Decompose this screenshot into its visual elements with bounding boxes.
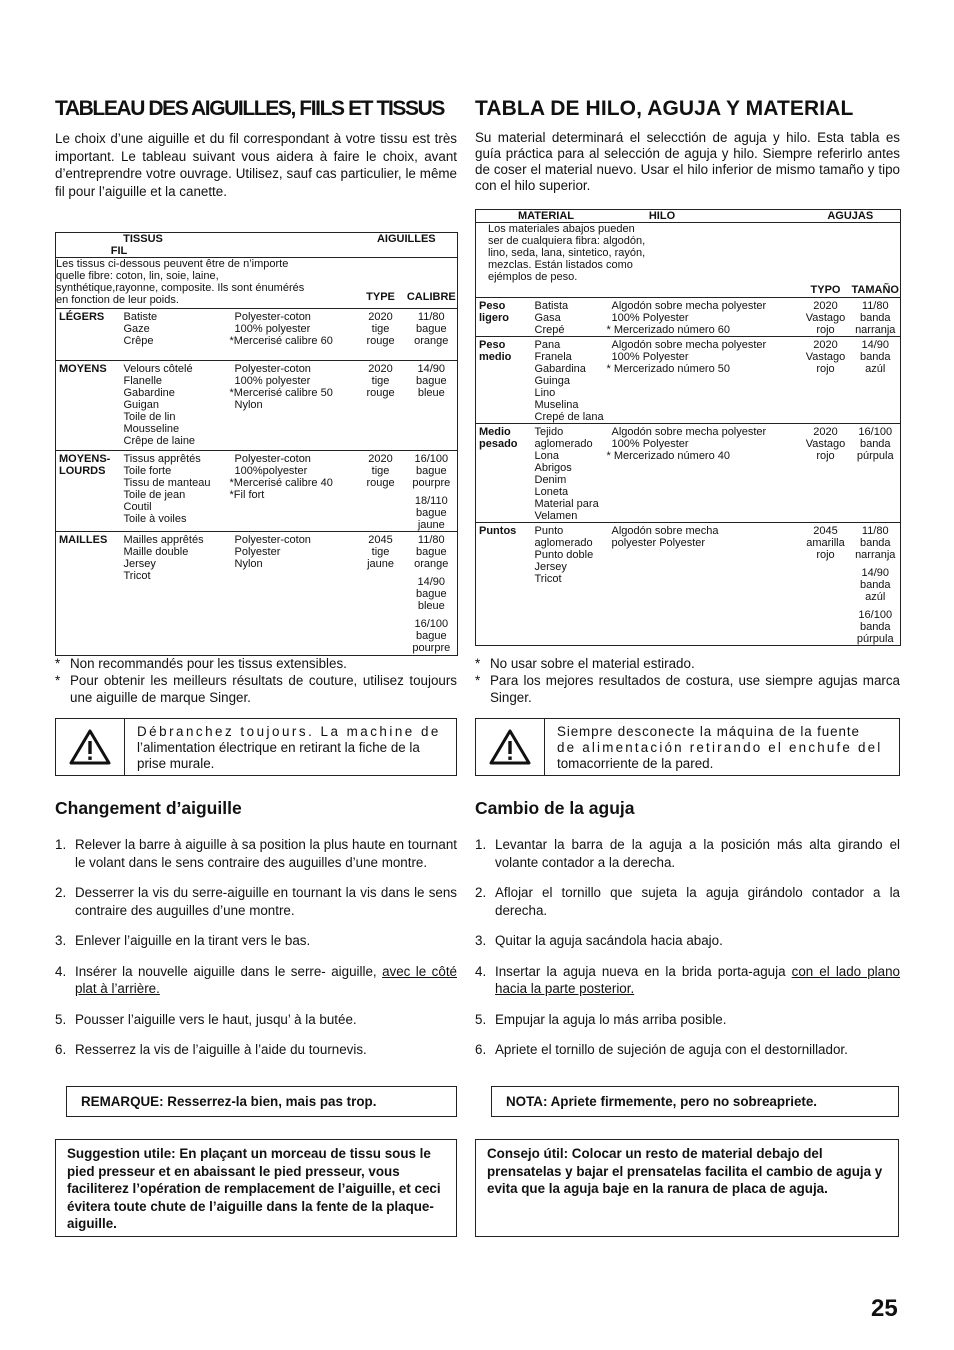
es-intro: Su material determinará el selecctión de aguja y hilo. Esta tabla es guía práctica para al selección de aguja y hilo. Siempre referirlo antes de coser el material nuevo. Usar el hilo inferior de mismo tamaño y tipo con el hilo superior. [475,130,900,193]
list-item [55,836,457,871]
thread-name: 100% Polyester [611,351,689,363]
thread-name: * Mercerizado número 40 [606,450,731,462]
fabric-name: Guigan [123,399,159,411]
thread-name: Algodón sobre mecha [611,525,719,537]
needle-size: 18/110 [414,495,448,507]
needle-size: bleue [417,387,445,399]
table-cell-type [356,361,406,451]
es-table-body [476,298,901,646]
thread-name: 100% Polyester [611,438,689,450]
needle-size: banda [859,351,891,363]
thread-name: Algodón sobre mecha polyester [611,300,767,312]
category-label: ligero [479,312,509,324]
fabric-name: Tejido aglomerado [534,426,593,450]
table-cell-thread [607,424,801,523]
needle-size: 11/80 [417,311,445,323]
table-cell-type [356,451,406,532]
fabric-name: Gasa [534,312,561,324]
step-text: Desserrer la vis du serre-aiguille en tournant la vis dans le sens contraire des auguilles d’une montre. [75,885,457,918]
es-section-heading: Cambio de la aguja [475,798,635,818]
step-number: 2. [475,885,487,900]
table-cell-thread [230,361,356,451]
es-header-agujas: AGUJAS [801,210,901,223]
fabric-name: Toile forte [123,465,172,477]
page-number: 25 [871,1295,898,1322]
thread-name: *Mercerisé calibre 60 [229,335,333,347]
es-remark-box: NOTA: Apriete firmemente, pero no sobreapriete. [491,1086,899,1117]
table-cell-category [476,337,535,424]
needle-size: banda [859,621,891,633]
es-header-material: MATERIAL [517,210,574,222]
needle-type: rojo [816,450,835,462]
table-row [56,361,458,451]
step-number: 6. [475,1042,487,1057]
needle-size: 16/100 [858,426,893,438]
category-label: Peso [479,300,506,312]
needle-size: pourpre [412,477,451,489]
table-cell-size [851,298,901,337]
list-item [55,1041,457,1059]
fabric-name: Lino [534,387,556,399]
fr-table-body [56,309,458,656]
fr-table-note: Les tissus ci-dessous peuvent être de n’importe quelle fibre: coton, lin, soie, laine, synthétique,rayonne, composite. Ils sont énumérés en fonction de leur poids. [56,258,305,306]
needle-size: 14/90 [861,567,890,579]
needle-size: banda [859,579,891,591]
thread-name: Algodón sobre mecha polyester [611,339,767,351]
list-item [55,884,457,919]
fabric-name: Batiste [123,311,158,323]
needle-size: azúl [865,591,886,603]
fabric-name: Tricot [534,573,562,585]
table-row [476,424,901,523]
category-label: Peso [479,339,506,351]
category-label: medio [479,351,512,363]
thread-name: Nylon [234,399,263,411]
es-table-header [476,210,901,223]
step-text: Enlever l’aiguille en la tirant vers le bas. [75,933,311,948]
fabric-name: Gabardina [534,363,586,375]
table-row [56,309,458,361]
thread-name: polyester Polyester [611,537,706,549]
list-item: * Pour obtenir les meilleurs résultats de couture, utilisez toujours une aiguille de marque Singer. [55,673,457,705]
step-number: 4. [475,963,487,979]
table-cell-size [406,361,458,451]
table-row [476,298,901,337]
es-header-hilo: HILO [648,210,676,222]
needle-size: 16/100 [858,609,893,621]
fabric-name: Gaze [123,323,150,335]
step-underline: con el lado plano hacia la parte posterior. [495,963,900,996]
table-row [476,337,901,424]
es-footnotes [475,655,900,706]
fabric-name: Coutil [123,501,152,513]
fabric-name: Mousseline [123,423,180,435]
fabric-name: Batista [534,300,569,312]
needle-type: rouge [366,387,395,399]
fr-tip-text: Suggestion utile: En plaçant un morceau de tissu sous le pied presseur et en abaissant le pied presseur, vous faciliterez l’opération de remplacement de l’aiguille, et ceci évitera toute chute de l’aiguille dans la fente de la plaque-aiguille. [67,1146,441,1231]
list-item [475,932,900,950]
needle-size: 16/100 [414,453,449,465]
needle-size: banda [859,438,891,450]
fr-header-fil: FIL [110,245,128,257]
thread-name: Polyester-coton [234,363,311,375]
table-cell-fabrics [535,523,607,646]
table-cell-fabrics [124,451,230,532]
table-row [56,532,458,656]
needle-type: 2045 [368,534,393,546]
fabric-name: Abrigos [534,462,572,474]
step-text: Resserrez la vis de l’aiguille à l’aide du tournevis. [75,1042,367,1057]
table-cell-size [406,451,458,532]
table-cell-type [801,424,851,523]
table-cell-category [476,298,535,337]
step-text: Insérer la nouvelle aiguille dans le serre- aiguille, avec le côté plat à l’arrière. [75,963,457,996]
fabric-name: Guinga [534,375,570,387]
table-cell-size [406,309,458,361]
list-item [475,963,900,998]
fr-subheader-type: TYPE [366,291,395,303]
es-table-note-row [476,223,901,298]
fabric-name: Tissus apprêtés [123,453,201,465]
thread-name: Nylon [234,558,263,570]
needle-size: 14/90 [861,339,890,351]
needle-type: 2020 [368,453,393,465]
fabric-name: Lona [534,450,559,462]
needle-size: 11/80 [417,534,445,546]
needle-type: 2020 [813,339,838,351]
table-cell-thread [230,532,356,656]
table-cell-size [851,337,901,424]
category-label: MOYENS [59,363,107,375]
table-cell-fabrics [124,532,230,656]
needle-size: bleue [417,600,445,612]
fabric-name: Denim [534,474,567,486]
step-number: 1. [475,837,487,852]
step-number: 5. [475,1011,487,1027]
fr-steps [55,836,457,1072]
thread-name: * Mercerizado número 60 [606,324,731,336]
warning-triangle-icon [476,719,545,775]
step-number: 4. [55,963,67,979]
table-cell-size [851,523,901,646]
needle-size: bague [415,507,447,519]
fabric-name: Crêpe de laine [123,435,196,447]
fabric-name: Jersey [534,561,567,573]
fabric-name: Crêpe [123,335,154,347]
fr-table-header [56,233,458,258]
fr-warning-box [55,718,457,776]
fabric-name: Toile de lin [123,411,176,423]
fabric-name: Toile de jean [123,489,186,501]
needle-size: narranja [855,324,896,336]
list-item: * Non recommandés pour les tissus extensibles. [55,656,347,671]
step-text: Quitar la aguja sacándola hacia abajo. [495,933,723,948]
step-text: Pousser l’aiguille vers le haut, jusqu’ à la butée. [75,1011,357,1027]
fabric-name: Tricot [123,570,151,582]
fabric-name: Muselina [534,399,579,411]
es-table-note: Los materiales abajos pueden ser de cualquiera fibra: algodón, lino, seda, lana, sintetico, rayón, mezclas. Están listados como ejémplos de peso. [488,223,646,283]
fr-header-tissus: TISSUS [123,233,163,245]
fr-table-note-row [56,258,458,309]
step-text: Apriete el tornillo de sujeción de aguja con el destornillador. [495,1042,848,1057]
needle-size: púrpula [856,450,894,462]
table-row [56,451,458,532]
fabric-name: Franela [534,351,572,363]
category-label: MOYENS- [59,453,111,465]
table-cell-thread [607,523,801,646]
needle-size: 11/80 [861,525,889,537]
fabric-name: Tissu de manteau [123,477,211,489]
category-label: Puntos [479,525,517,537]
fabric-name: Velours côtelé [123,363,193,375]
table-cell-thread [230,451,356,532]
table-cell-fabrics [535,337,607,424]
thread-name: Polyester-coton [234,534,311,546]
step-number: 5. [55,1011,67,1027]
table-cell-type [356,532,406,656]
needle-type: amarilla [806,537,845,549]
thread-name: *Fil fort [229,489,265,501]
needle-size: 14/90 [417,363,446,375]
table-cell-category [56,451,124,532]
needle-type: Vastago [805,312,846,324]
needle-type: rojo [816,549,835,561]
needle-size: bague [415,465,447,477]
needle-type: 2020 [368,311,393,323]
needle-size: bague [415,375,447,387]
thread-name: Algodón sobre mecha polyester [611,426,767,438]
warning-triangle-icon [56,719,125,775]
needle-size: bague [415,546,447,558]
fr-warning-text: Débranchez toujours. La machine de l’alimentation électrique en retirant la fiche de la prise murale. [137,724,441,771]
list-item [475,836,900,871]
needle-type: 2020 [368,363,393,375]
fr-remark-box: REMARQUE: Resserrez-la bien, mais pas trop. [66,1086,457,1117]
fabric-name: Toile à voiles [123,513,187,525]
thread-name: Polyester-coton [234,453,311,465]
fr-section-heading: Changement d’aiguille [55,798,242,818]
fabric-name: Jersey [123,558,156,570]
thread-name: *Mercerisé calibre 40 [229,477,333,489]
es-subheader-tamano: TAMAÑO [851,284,899,296]
table-cell-category [56,532,124,656]
fr-page-title: TABLEAU DES AIGUILLES, FIILS ET TISSUS [55,97,444,120]
list-item [475,1011,900,1029]
list-item [55,932,457,950]
category-label: MAILLES [59,534,108,546]
step-number: 3. [55,933,67,948]
needle-type: rojo [816,324,835,336]
needle-size: orange [414,558,449,570]
step-text: Aflojar el tornillo que sujeta la aguja girándolo contador a la derecha. [495,885,900,918]
thread-name: 100% Polyester [611,312,689,324]
table-cell-thread [230,309,356,361]
needle-size: bague [415,588,447,600]
fr-intro: Le choix d’une aiguille et du fil correspondant à votre tissu est très important. Le tableau suivant vous aidera à faire le choix, avant d’entreprendre votre ouvrage. Utilisez, sauf cas particulier, le même fil pour l’aiguille et la canette. [55,131,457,199]
fabric-name: Loneta [534,486,569,498]
category-label: Medio [479,426,511,438]
step-number: 6. [55,1042,67,1057]
needle-size: bague [415,323,447,335]
list-item: * Para los mejores resultados de costura, use siempre agujas marca Singer. [475,673,900,705]
category-label: pesado [479,438,518,450]
table-cell-fabrics [535,424,607,523]
needle-size: 16/100 [414,618,449,630]
step-underline: avec le côté plat à l’arrière. [75,963,457,996]
needle-size: banda [859,537,891,549]
thread-name: Polyester [234,546,281,558]
fr-needle-table [55,232,458,656]
table-cell-type [801,523,851,646]
es-subheader-typo: TYPO [810,284,841,296]
thread-name: 100% polyester [234,323,311,335]
needle-size: azúl [865,363,886,375]
step-text: Empujar la aguja lo más arriba posible. [495,1011,727,1027]
fr-column [55,96,457,200]
table-cell-type [801,298,851,337]
needle-size: pourpre [412,642,451,654]
needle-size: banda [859,312,891,324]
es-needle-table [475,209,901,646]
category-label: LOURDS [59,465,106,477]
fabric-name: Crepé [534,324,565,336]
step-text: Levantar la barra de la aguja a la posición más alta girando el volante contador a la derecha. [495,837,900,870]
list-item [475,1041,900,1059]
table-cell-fabrics [124,361,230,451]
needle-size: narranja [855,549,896,561]
step-number: 1. [55,837,67,852]
table-cell-category [476,424,535,523]
list-item [55,1011,457,1029]
table-cell-fabrics [535,298,607,337]
needle-type: tige [371,375,390,387]
list-item [475,884,900,919]
step-number: 2. [55,885,67,900]
fabric-name: Mailles apprêtés [123,534,204,546]
needle-type: tige [371,323,390,335]
needle-type: rouge [366,477,395,489]
needle-type: 2045 [813,525,838,537]
es-tip-text: Consejo útil: Colocar un resto de material debajo del prensatelas y bajar el prensatelas facilita el cambio de aguja y evita que la aguja baje en la ranura de placa de aguja. [487,1146,883,1196]
thread-name: 100%polyester [234,465,308,477]
table-cell-category [476,523,535,646]
needle-type: jaune [367,558,394,570]
es-steps [475,836,900,1072]
table-cell-type [801,337,851,424]
needle-type: 2020 [813,426,838,438]
fr-subheader-calibre: CALIBRE [406,291,456,303]
table-cell-type [356,309,406,361]
table-cell-size [851,424,901,523]
fabric-name: Material para Velamen [534,498,599,522]
step-text: Insertar la aguja nueva en la brida porta-aguja con el lado plano hacia la parte posterior. [495,963,900,996]
fr-header-aiguilles: AIGUILLES [356,233,458,258]
category-label: LÉGERS [59,311,105,323]
thread-name: Polyester-coton [234,311,311,323]
step-text: Relever la barre à aiguille à sa position la plus haute en tournant le volant dans le sens contraire des auguilles d’une montre. [75,837,457,870]
es-page-title: TABLA DE HILO, AGUJA Y MATERIAL [475,97,854,120]
thread-name: 100% polyester [234,375,311,387]
needle-size: 11/80 [861,300,889,312]
table-row [476,523,901,646]
table-cell-fabrics [124,309,230,361]
fr-footnotes [55,655,457,706]
needle-type: Vastago [805,351,846,363]
needle-type: tige [371,465,390,477]
needle-type: 2020 [813,300,838,312]
fabric-name: Punto aglomerado [534,525,593,549]
table-cell-thread [607,298,801,337]
fabric-name: Crepé de lana [534,411,604,423]
fabric-name: Maille double [123,546,189,558]
needle-type: rouge [366,335,395,347]
table-cell-size [406,532,458,656]
table-cell-category [56,361,124,451]
needle-size: bague [415,630,447,642]
needle-size: jaune [417,519,445,531]
fabric-name: Gabardine [123,387,175,399]
es-warning-text: Siempre desconecte la máquina de la fuente de alimentación retirando el enchufe del tomacorriente de la pared. [557,724,883,771]
fabric-name: Pana [534,339,561,351]
es-tip-box [475,1139,899,1237]
table-cell-thread [607,337,801,424]
es-warning-box [475,718,900,776]
needle-type: Vastago [805,438,846,450]
es-column [475,96,900,194]
table-cell-category [56,309,124,361]
step-number: 3. [475,933,487,948]
thread-name: *Mercerisé calibre 50 [229,387,333,399]
needle-type: tige [371,546,390,558]
list-item [55,963,457,998]
needle-size: púrpula [856,633,894,645]
fr-tip-box [55,1139,457,1237]
needle-size: orange [414,335,449,347]
list-item: * No usar sobre el material estirado. [475,656,695,671]
fabric-name: Flanelle [123,375,163,387]
fabric-name: Punto doble [534,549,594,561]
thread-name: * Mercerizado número 50 [606,363,731,375]
needle-type: rojo [816,363,835,375]
needle-size: 14/90 [417,576,446,588]
